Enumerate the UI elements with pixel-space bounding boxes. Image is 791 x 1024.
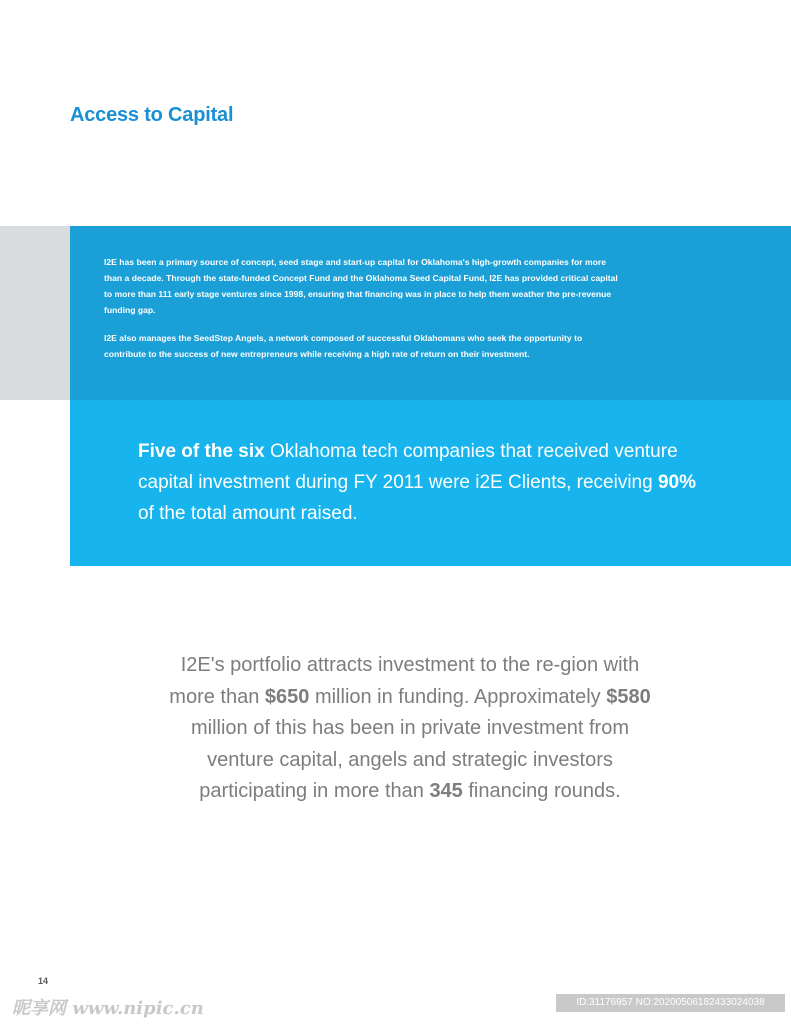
watermark-id: ID:31176957 NO:20200506182433024038 (556, 994, 785, 1012)
portfolio-text-1: I2E's portfolio attracts investment to the re-gion with more than (169, 654, 640, 708)
intro-paragraph-1 (104, 254, 624, 318)
callout-bold-1: Five of the six (138, 441, 265, 462)
seedstep-angels-name: SeedStep Angels (193, 333, 264, 343)
portfolio-text-4: financing rounds. (462, 780, 621, 802)
callout-text (138, 436, 698, 529)
intro-p1-text-2: and the (330, 273, 366, 283)
callout-text-1: Oklahoma tech companies that received venture capital investment during FY 2011 were i2E Clients, receiving (138, 441, 678, 493)
page-title: Access to Capital (70, 104, 234, 126)
portfolio-private-amount: $580 (606, 685, 651, 708)
intro-paragraph-2 (104, 330, 624, 362)
portfolio-rounds-count: 345 (429, 780, 463, 802)
portfolio-text-2: million in funding. Approximately (309, 685, 607, 708)
watermark-logo: 昵享网 www.nipic.cn (12, 998, 204, 1019)
intro-p1-text-3: , I2E has provided critical capital to more than 111 early stage ventures since 1998, ensuring that financing was in place to help them weather the pre-revenue funding gap. (104, 273, 618, 315)
portfolio-text-3: million of this has been in private investment from venture capital, angels and strategic investors participating in more than (191, 717, 629, 802)
callout-text-2: of the total amount raised. (138, 503, 358, 524)
concept-fund-name: Concept Fund (272, 273, 331, 283)
portfolio-funding-amount: $650 (264, 685, 310, 708)
callout-percent: 90% (657, 472, 696, 493)
intro-p1-text-1: I2E has been a primary source of concept, seed stage and start-up capital for Oklahoma's high-growth companies for more than a decade. Through the state-funded (104, 257, 607, 283)
page-number: 14 (38, 976, 49, 986)
intro-p2-text-1: I2E also manages the (104, 333, 194, 343)
portfolio-statement (160, 650, 660, 808)
grey-side-block (0, 226, 70, 400)
intro-text (104, 254, 624, 374)
intro-p2-text-2: , a network composed of successful Oklahomans who seek the opportunity to contribute to the success of new entrepreneurs while receiving a high rate of return on their investment. (104, 333, 583, 359)
seed-capital-fund-name: Oklahoma Seed Capital Fund (365, 273, 485, 283)
